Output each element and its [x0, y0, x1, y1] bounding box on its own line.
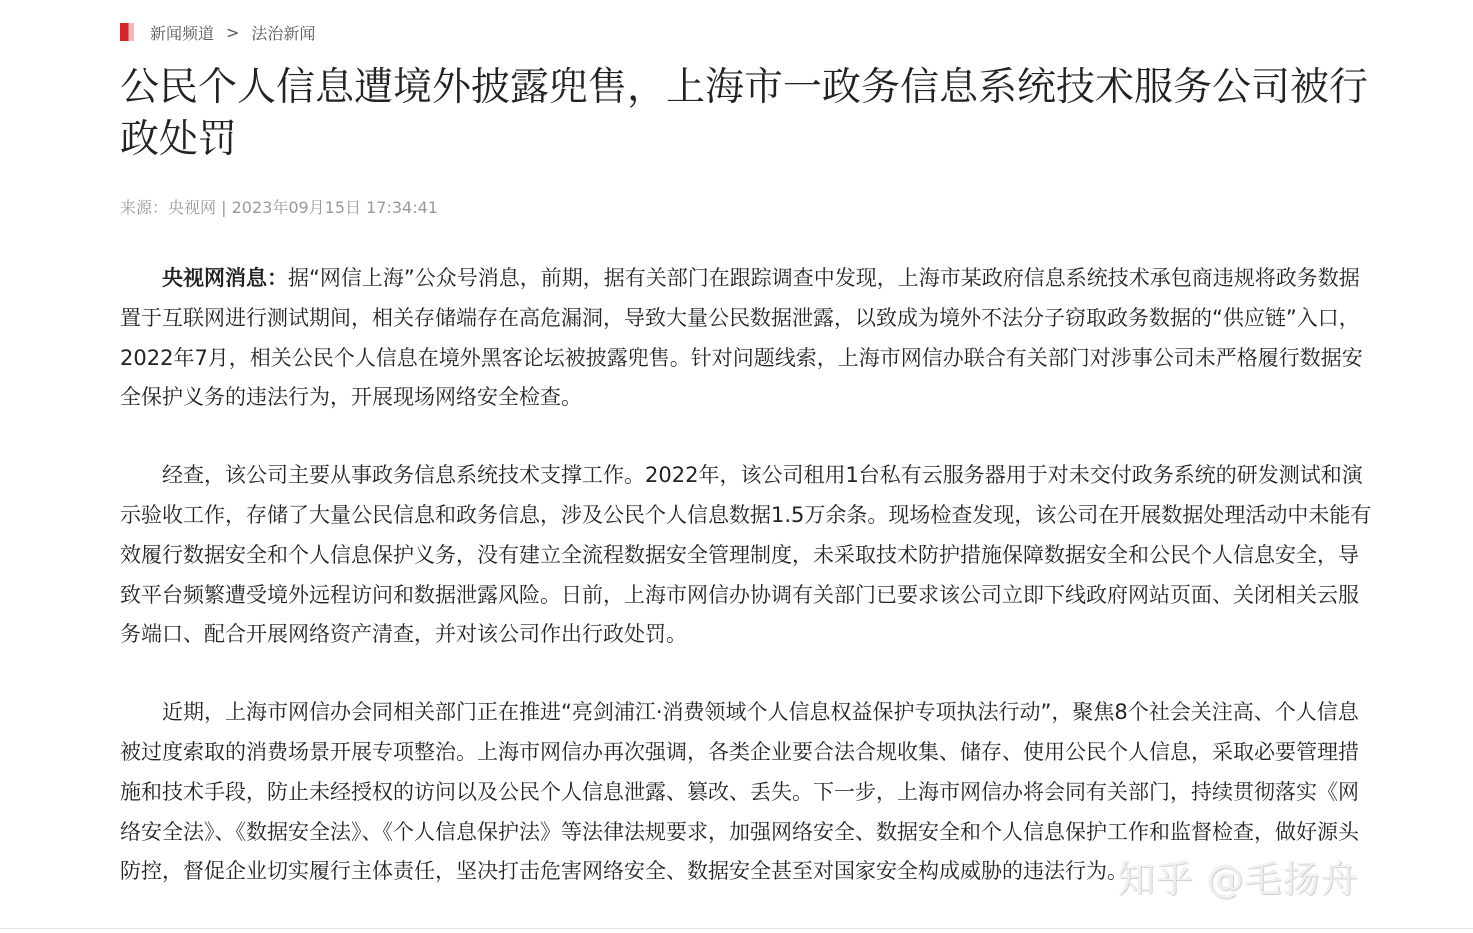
article-title: 公民个人信息遭境外披露兜售，上海市一政务信息系统技术服务公司被行政处罚: [120, 65, 1369, 162]
channel-marker-icon: [120, 23, 134, 41]
breadcrumb: [120, 20, 315, 44]
zhihu-watermark: 知乎 @毛扬舟: [1118, 858, 1359, 901]
bottom-divider: [0, 928, 1473, 929]
meta-divider: |: [221, 198, 227, 217]
paragraph-1-text: 据“网信上海”公众号消息，前期，据有关部门在跟踪调查中发现，上海市某政府信息系统技术承包商违规将政务数据置于互联网进行测试期间，相关存储端存在高危漏洞，导致大量公民数据泄露，以致成为境外不法分子窃取政务数据的“供应链”入口，2022年7月，相关公民个人信息在境外黑客论坛被披露兜售。针对问题线索，上海市网信办联合有关部门对涉事公司未严格履行数据安全保护义务的违法行为，开展现场网络安全检查。: [120, 266, 1363, 410]
article-paragraph-3: 近期，上海市网信办会同相关部门正在推进“亮剑浦江·消费领域个人信息权益保护专项执法行动”，聚焦8个社会关注高、个人信息被过度索取的消费场景开展专项整治。上海市网信办再次强调，各类企业要合法合规收集、储存、使用公民个人信息，采取必要管理措施和技术手段，防止未经授权的访问以及公民个人信息泄露、篡改、丢失。下一步，上海市网信办将会同有关部门，持续贯彻落实《网络安全法》、《数据安全法》、《个人信息保护法》等法律法规要求，加强网络安全、数据安全和个人信息保护工作和监督检查，做好源头防控，督促企业切实履行主体责任，坚决打击危害网络安全、数据安全甚至对国家安全构成威胁的违法行为。: [120, 700, 1359, 884]
breadcrumb-section-link[interactable]: 法治新闻: [251, 23, 316, 43]
breadcrumb-separator: >: [226, 22, 240, 42]
article-paragraph-1: [120, 259, 1372, 418]
breadcrumb-channel-link[interactable]: 新闻频道: [150, 23, 215, 43]
lead-label: 央视网消息：: [162, 266, 288, 290]
article-meta: [120, 195, 438, 218]
article-source: 来源：央视网: [120, 198, 217, 217]
article-paragraph-2: 经查，该公司主要从事政务信息系统技术支撑工作。2022年，该公司租用1台私有云服务器用于对未交付政务系统的研发测试和演示验收工作，存储了大量公民信息和政务信息，涉及公民个人信息数据1.5万余条。现场检查发现，该公司在开展数据处理活动中未能有效履行数据安全和个人信息保护义务，没有建立全流程数据安全管理制度，未采取技术防护措施保障数据安全和公民个人信息安全，导致平台频繁遭受境外远程访问和数据泄露风险。日前，上海市网信办协调有关部门已要求该公司立即下线政府网站页面、关闭相关云服务端口、配合开展网络资产清查，并对该公司作出行政处罚。: [120, 463, 1372, 647]
article-datetime: 2023年09月15日 17:34:41: [231, 198, 438, 217]
article-body: [120, 259, 1372, 930]
